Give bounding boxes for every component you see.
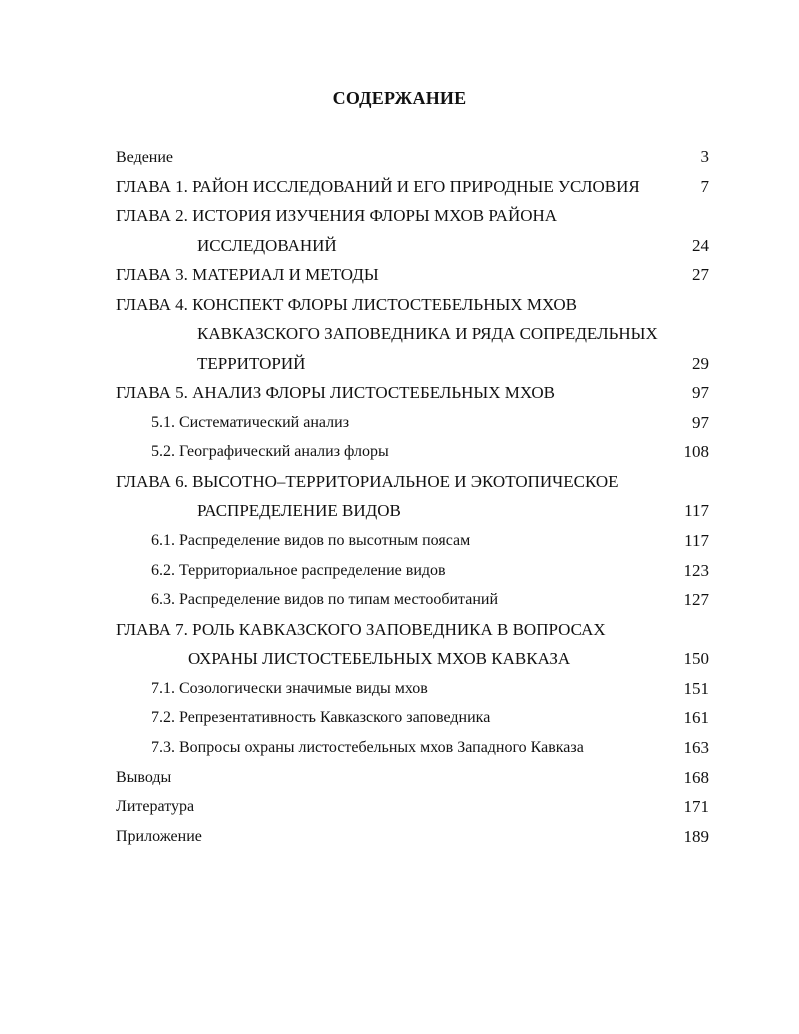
toc-entry-6-3: 6.3. Распределение видов по типам местообитаний <box>151 591 499 608</box>
toc-page-5-1: 97 <box>692 413 709 432</box>
toc-page-intro: 3 <box>700 147 709 166</box>
toc-page-chapter-6: 117 <box>684 501 709 520</box>
toc-page-7-2: 161 <box>683 708 709 727</box>
toc-page-6-1: 117 <box>684 531 709 550</box>
toc-entry-chapter-7: ГЛАВА 7. РОЛЬ КАВКАЗСКОГО ЗАПОВЕДНИКА В ВОПРОСАХ <box>116 620 606 639</box>
toc-entry-7-1: 7.1. Созологически значимые виды мхов <box>151 680 428 697</box>
toc-entry-chapter-4: ГЛАВА 4. КОНСПЕКТ ФЛОРЫ ЛИСТОСТЕБЕЛЬНЫХ МХОВ <box>116 295 577 314</box>
toc-entry-7-3: 7.3. Вопросы охраны листостебельных мхов Западного Кавказа <box>151 739 584 756</box>
toc-page-chapter-7: 150 <box>683 649 709 668</box>
toc-entry-chapter-5: ГЛАВА 5. АНАЛИЗ ФЛОРЫ ЛИСТОСТЕБЕЛЬНЫХ МХОВ <box>116 383 555 402</box>
toc-entry-chapter-4-cont: КАВКАЗСКОГО ЗАПОВЕДНИКА И РЯДА СОПРЕДЕЛЬНЫХ <box>197 324 658 343</box>
toc-entry-5-1: 5.1. Систематический анализ <box>151 414 350 431</box>
toc-entry-5-2: 5.2. Географический анализ флоры <box>151 443 389 460</box>
toc-entry-6-1: 6.1. Распределение видов по высотным поясам <box>151 532 471 549</box>
toc-page-chapter-2: 24 <box>692 236 709 255</box>
toc-entry-appendix: Приложение <box>116 828 202 845</box>
toc-entry-chapter-1: ГЛАВА 1. РАЙОН ИССЛЕДОВАНИЙ И ЕГО ПРИРОДНЫЕ УСЛОВИЯ <box>116 177 640 196</box>
toc-entry-chapter-6: ГЛАВА 6. ВЫСОТНО–ТЕРРИТОРИАЛЬНОЕ И ЭКОТОПИЧЕСКОЕ <box>116 472 619 491</box>
toc-entry-chapter-6-cont: РАСПРЕДЕЛЕНИЕ ВИДОВ <box>197 501 401 520</box>
toc-entry-literature: Литература <box>116 798 195 815</box>
page-title: СОДЕРЖАНИЕ <box>332 88 467 108</box>
toc-page-5-2: 108 <box>683 442 709 461</box>
toc-page-chapter-1: 7 <box>700 177 709 196</box>
toc-entry-chapter-2: ГЛАВА 2. ИСТОРИЯ ИЗУЧЕНИЯ ФЛОРЫ МХОВ РАЙОНА <box>116 206 558 225</box>
toc-entry-intro: Ведение <box>116 149 174 166</box>
toc-entry-7-2: 7.2. Репрезентативность Кавказского заповедника <box>151 709 491 726</box>
toc-page-7-1: 151 <box>683 679 709 698</box>
toc-entry-chapter-3: ГЛАВА 3. МАТЕРИАЛ И МЕТОДЫ <box>116 265 379 284</box>
toc-entry-conclusions: Выводы <box>116 769 172 786</box>
toc-page-7-3: 163 <box>683 738 709 757</box>
toc-page-appendix: 189 <box>683 827 709 846</box>
toc-page-chapter-4: 29 <box>692 354 709 373</box>
toc-page-chapter-3: 27 <box>692 265 709 284</box>
toc-entry-chapter-2-cont: ИССЛЕДОВАНИЙ <box>197 236 337 255</box>
toc-page-6-3: 127 <box>683 590 709 609</box>
toc-entry-chapter-7-cont: ОХРАНЫ ЛИСТОСТЕБЕЛЬНЫХ МХОВ КАВКАЗА <box>188 649 571 668</box>
toc-entry-6-2: 6.2. Территориальное распределение видов <box>151 562 446 579</box>
toc-page-literature: 171 <box>683 797 709 816</box>
toc-page-conclusions: 168 <box>683 768 709 787</box>
toc-page-chapter-5: 97 <box>692 383 709 402</box>
toc-page-6-2: 123 <box>683 561 709 580</box>
toc-entry-chapter-4-cont2: ТЕРРИТОРИЙ <box>197 354 306 373</box>
